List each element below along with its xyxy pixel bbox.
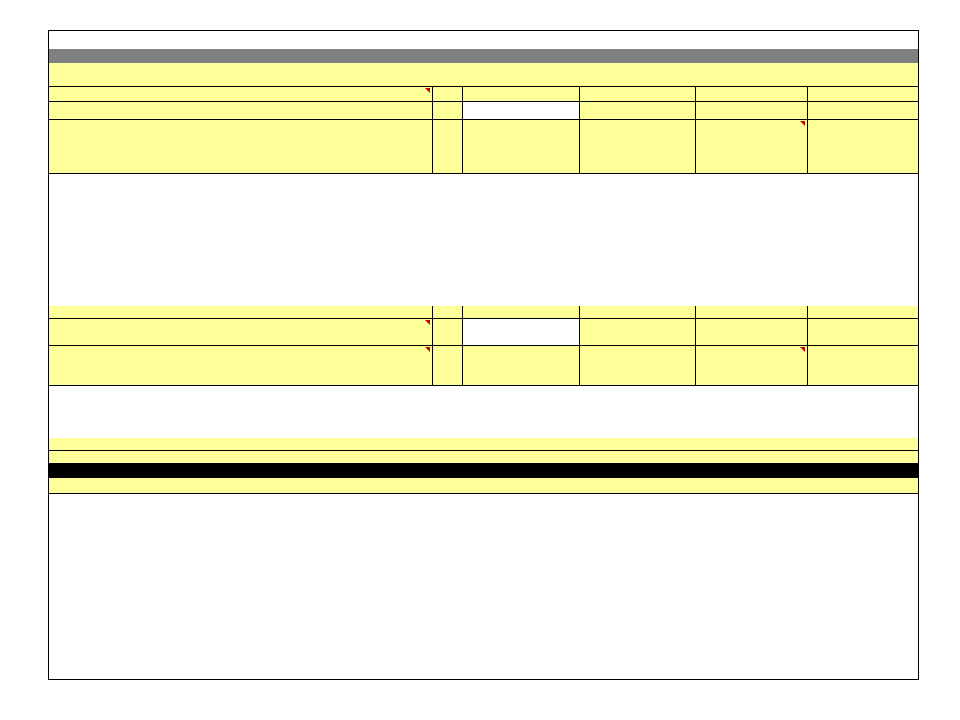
non-patient-heading-row [49,478,918,494]
capitation-header-row [49,346,918,386]
patient-care-total-row [49,451,918,464]
encounters-row [49,102,918,120]
budget-worksheet [48,30,919,680]
worksheet-title-row [49,31,918,49]
fee-header-row [49,120,918,174]
encounters-input-cell[interactable] [463,102,580,119]
comment-indicator-icon [800,121,805,126]
capitation-subtotal-row [49,438,918,451]
fee-subtotal-row [49,306,918,319]
revenues-row [49,63,918,87]
medicaid-pps-pct-cell[interactable] [463,319,580,345]
black-divider [49,464,918,478]
patient-care-heading-row [49,87,918,102]
comment-indicator-icon [425,347,430,352]
medicaid-pps-row [49,319,918,346]
comment-indicator-icon [425,88,430,93]
comment-indicator-icon [425,320,430,325]
worksheet-subtitle-row [49,49,918,63]
comment-indicator-icon [800,347,805,352]
